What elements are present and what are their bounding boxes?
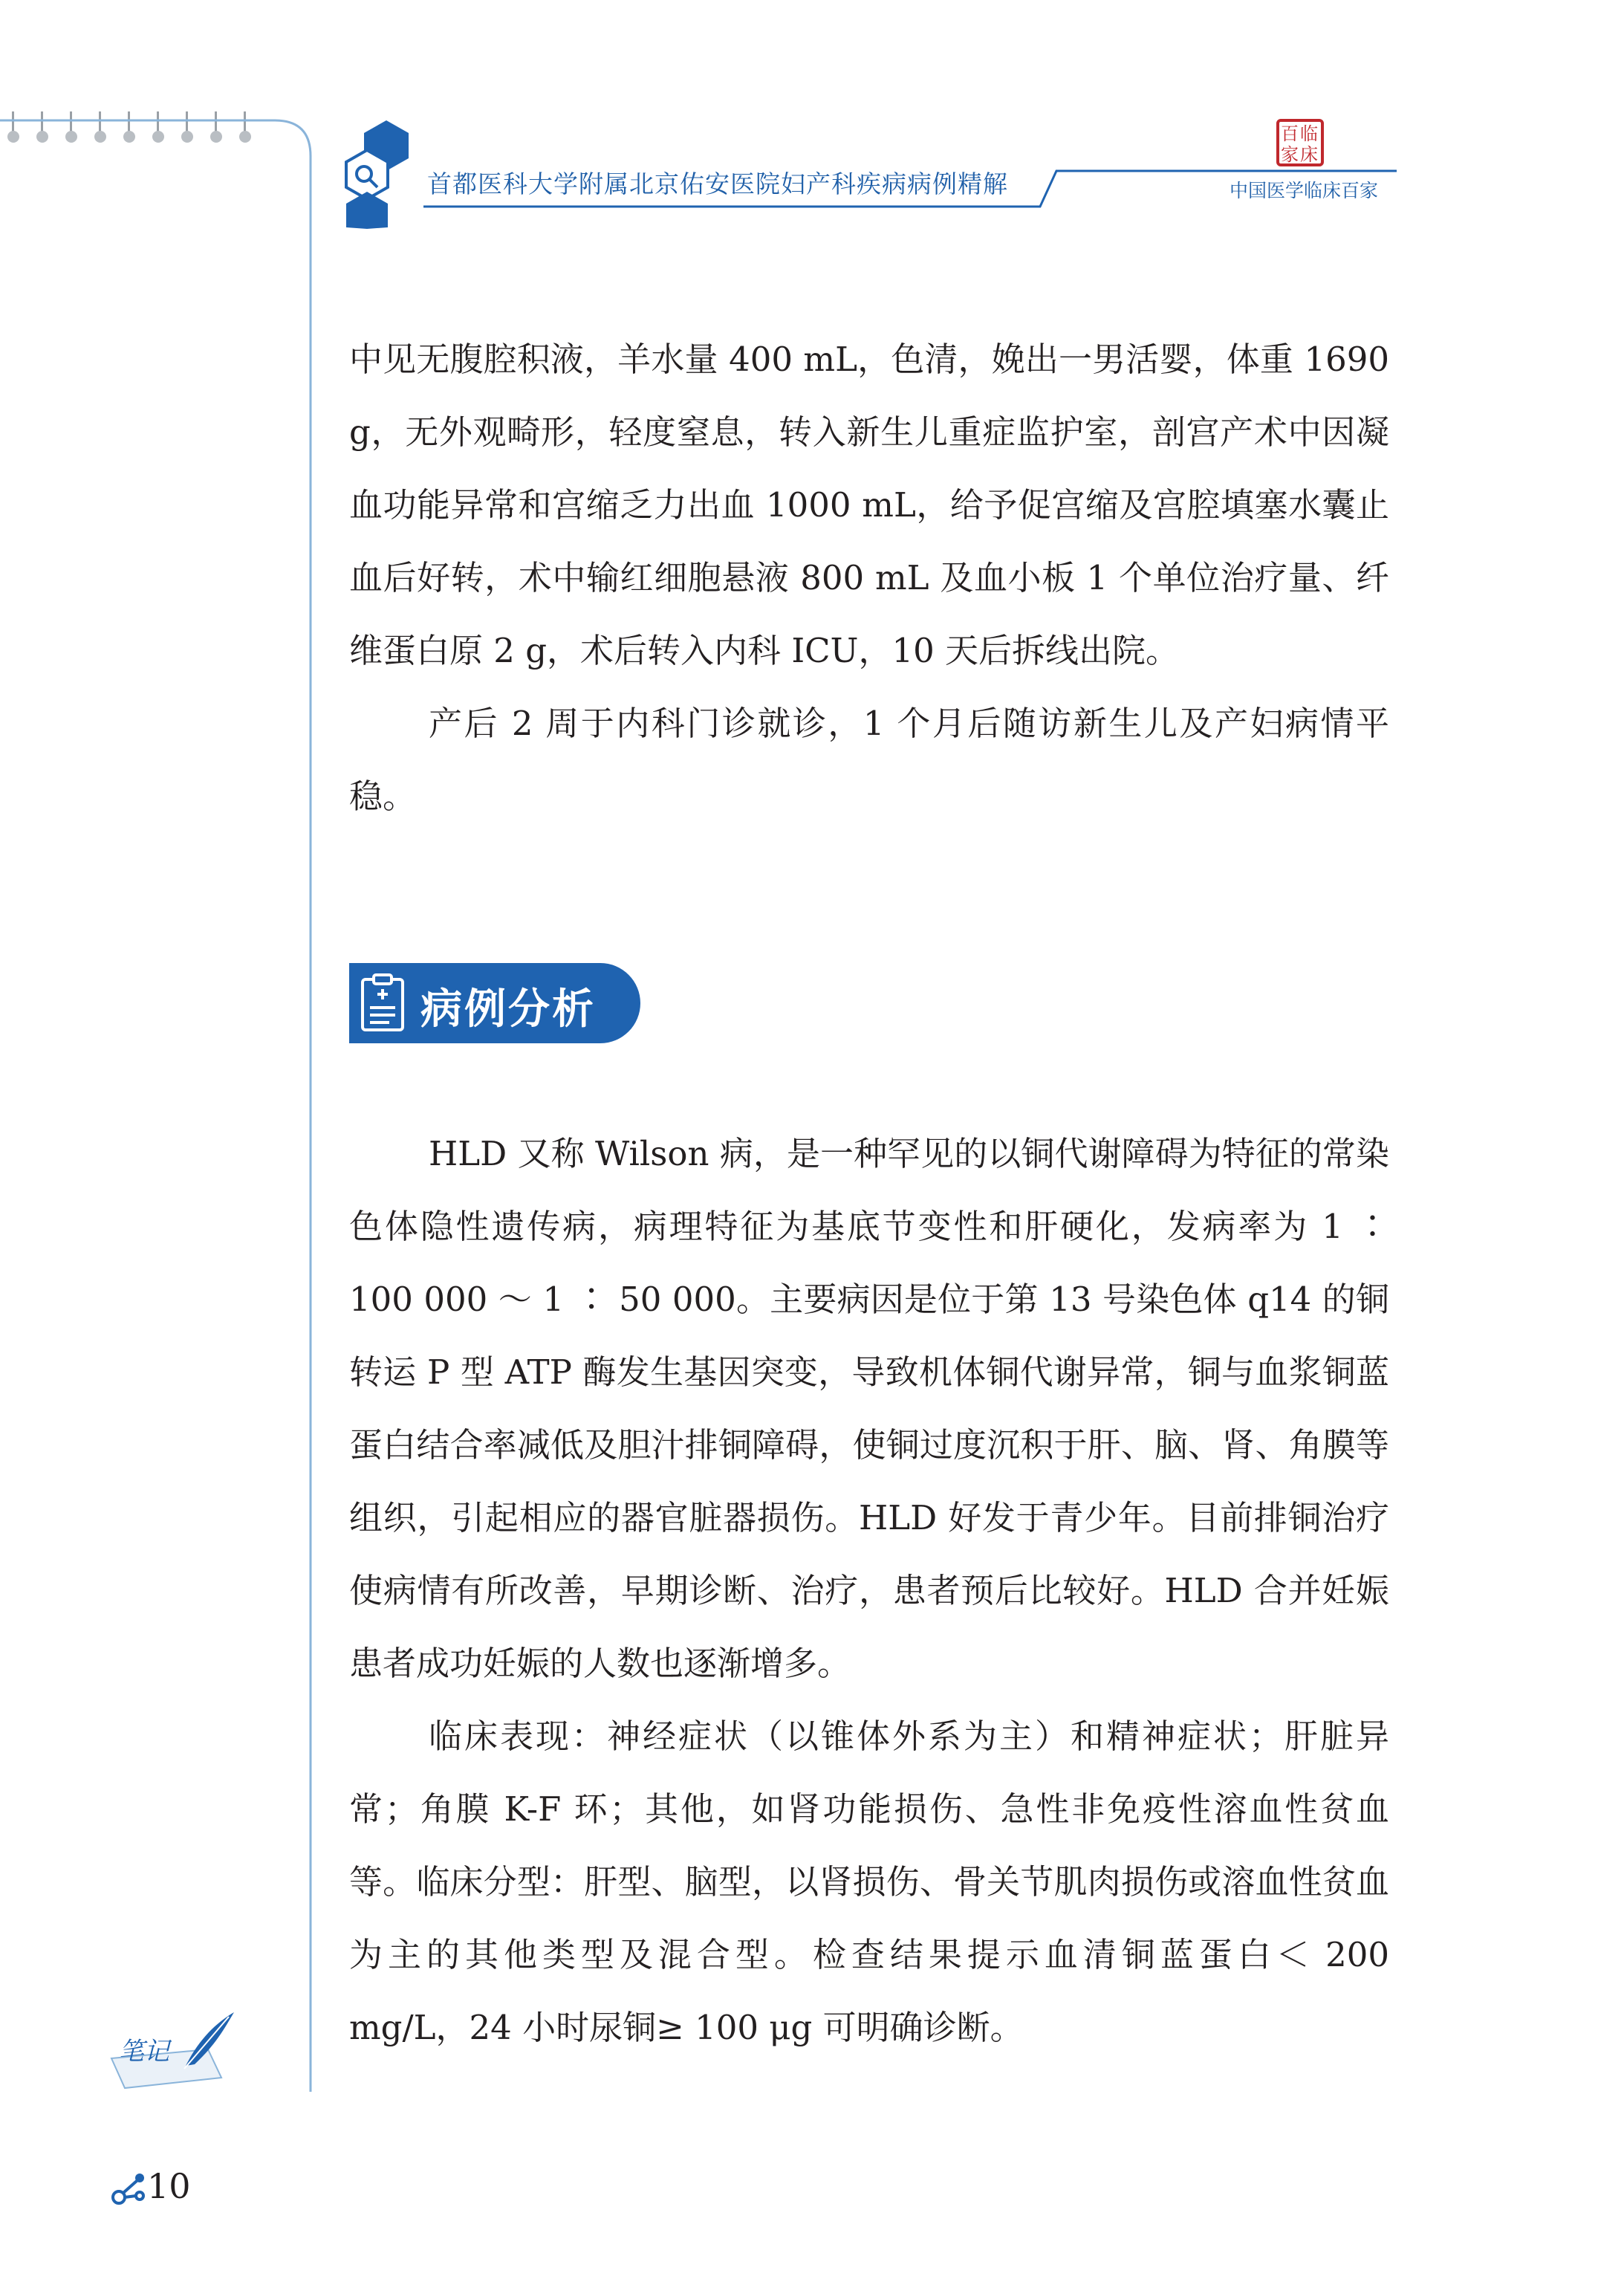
- molecule-icon: [110, 2169, 149, 2208]
- case-continuation: [349, 323, 1389, 833]
- section-title: 病例分析: [420, 985, 596, 1034]
- section-heading: [349, 963, 640, 1043]
- publisher-seal: 百临家床: [1276, 119, 1324, 166]
- book-title: 首都医科大学附属北京佑安医院妇产科疾病病例精解: [427, 169, 1008, 198]
- notes-feather-icon: [97, 2006, 238, 2095]
- paragraph: 中见无腹腔积液，羊水量 400 mL，色清，娩出一男活婴，体重 1690 g，无外观畸形，轻度窒息，转入新生儿重症监护室，剖宫产术中因凝血功能异常和宫缩乏力出血 1000 mL，给予促宫缩及宫腔填塞水囊止血后好转，术中输红细胞悬液 800 mL 及血小板 1 个单位治疗量、纤维蛋白原 2 g，术后转入内科 ICU，10 天后拆线出院。: [349, 340, 1389, 670]
- page-number-text: 10: [147, 2166, 191, 2206]
- paragraph: 临床表现：神经症状（以锥体外系为主）和精神症状；肝脏异常；角膜 K-F 环；其他，如肾功能损伤、急性非免疫性溶血性贫血等。临床分型：肝型、脑型，以肾损伤、骨关节肌肉损伤或溶血性贫血为主的其他类型及混合型。检查结果提示血清铜蓝蛋白＜ 200 mg/L，24 小时尿铜≥ 100 μg 可明确诊断。: [349, 1717, 1389, 2047]
- notes-label: 笔记: [119, 2037, 169, 2067]
- binder-pins: [0, 111, 245, 156]
- paragraph: HLD 又称 Wilson 病，是一种罕见的以铜代谢障碍为特征的常染色体隐性遗传病，病理特征为基底节变性和肝硬化，发病率为 1 ∶ 100 000 ～ 1 ∶ 50 000。主要病因是位于第 13 号染色体 q14 的铜转运 P 型 ATP 酶发生基因突变，导致机体铜代谢异常，铜与血浆铜蓝蛋白结合率减低及胆汁排铜障碍，使铜过度沉积于肝、脑、肾、角膜等组织，引起相应的器官脏器损伤。HLD 好发于青少年。目前排铜治疗使病情有所改善，早期诊断、治疗，患者预后比较好。HLD 合并妊娠患者成功妊娠的人数也逐渐增多。: [349, 1134, 1389, 1683]
- paragraph: 产后 2 周于内科门诊就诊，1 个月后随访新生儿及产妇病情平稳。: [349, 704, 1389, 816]
- margin-divider: [0, 0, 327, 2110]
- case-analysis: [349, 1118, 1389, 2064]
- clipboard-icon: [360, 973, 406, 1033]
- series-name: 中国医学临床百家: [1230, 180, 1379, 201]
- hexagon-logo-icon: [342, 119, 431, 230]
